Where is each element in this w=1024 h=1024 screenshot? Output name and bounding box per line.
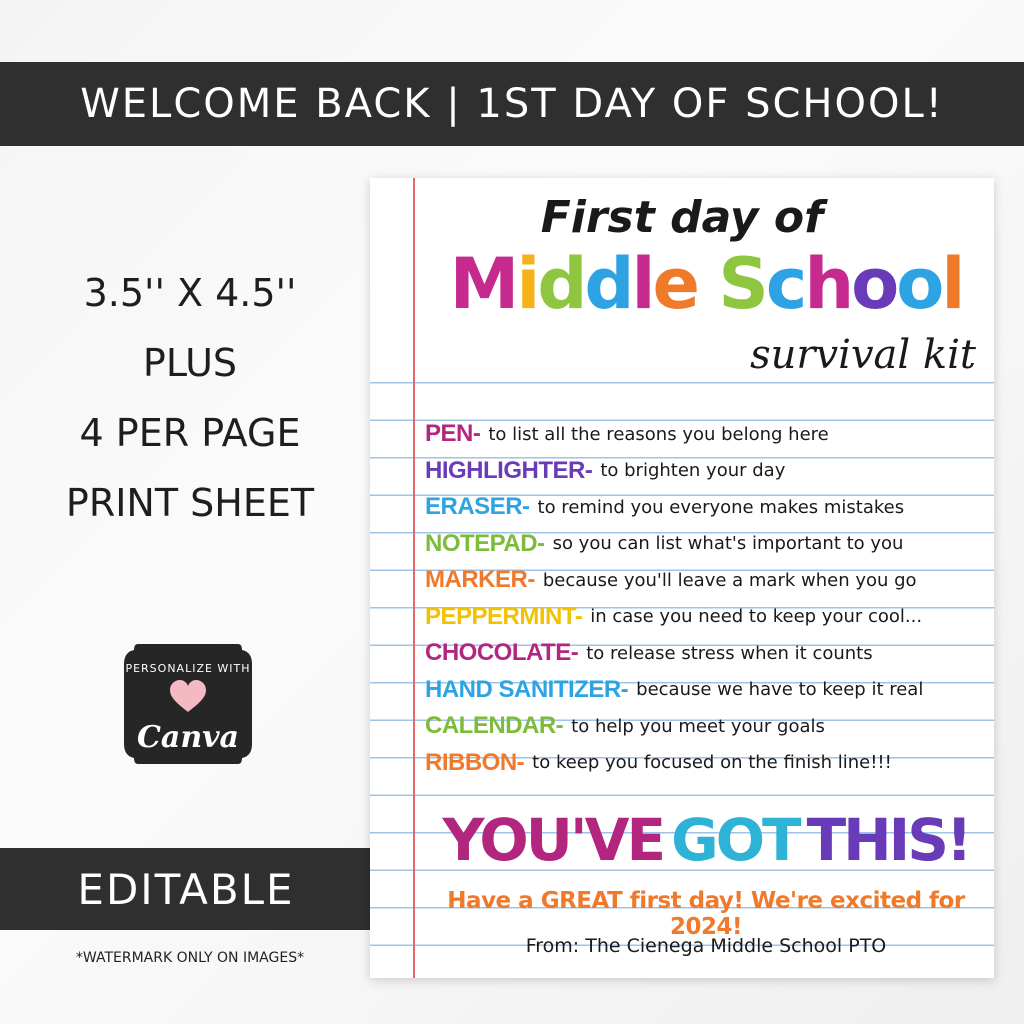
item-description: because we have to keep it real	[636, 679, 924, 701]
editable-banner	[0, 848, 372, 930]
subline: Have a GREAT first day! We're excited for 2024!	[447, 888, 965, 940]
list-item	[425, 672, 985, 709]
item-name: CALENDAR-	[425, 712, 564, 740]
title-letter: l	[941, 243, 963, 325]
item-description: to remind you everyone makes mistakes	[537, 496, 905, 518]
size-info-line: 3.5'' X 4.5''	[83, 271, 297, 315]
item-name: HIGHLIGHTER-	[425, 456, 593, 484]
margin-line	[413, 178, 415, 978]
size-info	[40, 258, 340, 538]
size-info-line: PLUS	[142, 341, 238, 385]
slogan	[426, 806, 986, 874]
title-letter	[697, 242, 718, 326]
top-banner	[0, 62, 1024, 146]
item-description: so you can list what's important to you	[552, 533, 904, 555]
list-item	[425, 635, 985, 672]
editable-label: EDITABLE	[77, 864, 295, 914]
list-item	[425, 489, 985, 526]
survival-kit-list	[425, 416, 985, 781]
canva-wordmark: Canva	[137, 720, 239, 755]
title-letter: d	[584, 243, 632, 325]
item-description: in case you need to keep your cool...	[590, 606, 923, 628]
title-letter: M	[449, 243, 517, 325]
title-letter: o	[851, 243, 897, 325]
watermark-note: *WATERMARK ONLY ON IMAGES*	[75, 950, 305, 966]
title-letter: c	[765, 243, 805, 325]
top-banner-text: WELCOME BACK | 1ST DAY OF SCHOOL!	[80, 81, 944, 127]
card-title-line3: survival kit	[750, 332, 976, 378]
item-name: CHOCOLATE-	[425, 639, 579, 667]
canva-badge-small-text: PERSONALIZE WITH	[125, 662, 251, 675]
item-description: to release stress when it counts	[586, 642, 873, 664]
title-letter: h	[804, 243, 852, 325]
item-name: HAND SANITIZER-	[425, 675, 629, 703]
title-letter: d	[537, 243, 585, 325]
item-name: MARKER-	[425, 566, 535, 594]
list-item	[425, 599, 985, 636]
item-description: to help you meet your goals	[571, 715, 825, 737]
survival-kit-card	[370, 178, 994, 978]
item-description: because you'll leave a mark when you go	[542, 569, 917, 591]
item-name: PEPPERMINT-	[425, 602, 583, 630]
slogan-word: YOU'VE	[442, 806, 664, 874]
title-letter: l	[631, 243, 653, 325]
title-letter: o	[896, 243, 942, 325]
item-name: ERASER-	[425, 493, 530, 521]
title-letter: e	[652, 243, 698, 325]
item-description: to brighten your day	[600, 460, 786, 482]
list-item	[425, 562, 985, 599]
size-info-line: PRINT SHEET	[65, 481, 315, 525]
item-name: NOTEPAD-	[425, 529, 545, 557]
list-item	[425, 453, 985, 490]
from-line: From: The Cienega Middle School PTO	[525, 935, 887, 957]
title-letter: i	[516, 243, 538, 325]
item-description: to keep you focused on the finish line!!!	[532, 752, 892, 774]
title-letter: S	[718, 243, 766, 325]
list-item	[425, 416, 985, 453]
card-title-line1: First day of	[540, 192, 824, 243]
item-description: to list all the reasons you belong here	[488, 423, 829, 445]
canva-badge	[120, 640, 256, 768]
item-name: PEN-	[425, 420, 481, 448]
size-info-line: 4 PER PAGE	[79, 411, 301, 455]
slogan-word: THIS!	[806, 806, 970, 874]
card-title-main	[426, 242, 986, 326]
list-item	[425, 526, 985, 563]
item-name: RIBBON-	[425, 748, 525, 776]
list-item	[425, 745, 985, 782]
slogan-word: GOT	[671, 806, 799, 874]
list-item	[425, 708, 985, 745]
